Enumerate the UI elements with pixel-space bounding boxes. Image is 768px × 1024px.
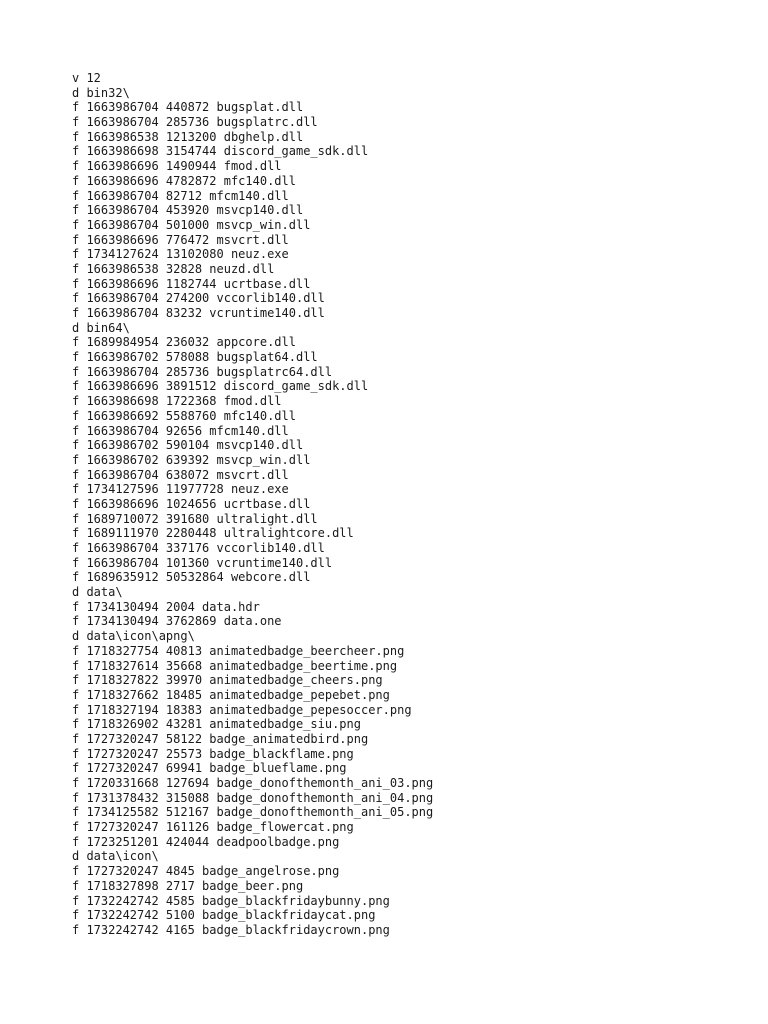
manifest-line: f 1663986704 501000 msvcp_win.dll [72, 217, 311, 232]
manifest-line: f 1732242742 4165 badge_blackfridaycrown.png [72, 922, 390, 937]
manifest-line: f 1663986704 337176 vccorlib140.dll [72, 541, 325, 555]
manifest-line: f 1718327754 40813 animatedbadge_beercheer.png [72, 643, 405, 658]
manifest-line: f 1663986704 101360 vcruntime140.dll [72, 555, 333, 570]
manifest-line: f 1734130494 2004 data.hdr [72, 599, 260, 614]
manifest-line: f 1663986698 3154744 discord_game_sdk.dll [72, 144, 369, 159]
manifest-line: f 1663986692 5588760 mfc140.dll [72, 408, 296, 423]
manifest-line: d bin64\ [72, 320, 130, 335]
manifest-line: f 1734127596 11977728 neuz.exe [72, 482, 289, 497]
manifest-line: f 1663986696 1024656 ucrtbase.dll [72, 496, 311, 511]
manifest-line: f 1727320247 25573 badge_blackflame.png [72, 746, 354, 761]
manifest-line: f 1663986704 83232 vcruntime140.dll [72, 306, 325, 320]
manifest-line: f 1689710072 391680 ultralight.dll [72, 511, 318, 526]
manifest-line: f 1718326902 43281 animatedbadge_siu.png [72, 717, 361, 732]
manifest-line: f 1734130494 3762869 data.one [72, 614, 282, 629]
manifest-line: f 1723251201 424044 deadpoolbadge.png [72, 834, 340, 849]
manifest-line: f 1663986704 285736 bugsplatrc64.dll [72, 364, 333, 379]
manifest-line: f 1689111970 2280448 ultralightcore.dll [72, 526, 354, 541]
manifest-line: f 1663986702 590104 msvcp140.dll [72, 438, 304, 453]
manifest-line: f 1718327822 39970 animatedbadge_cheers.png [72, 673, 383, 688]
manifest-line: d data\ [72, 585, 123, 600]
manifest-line: f 1663986704 638072 msvcrt.dll [72, 467, 289, 482]
manifest-line: f 1663986704 285736 bugsplatrc.dll [72, 115, 318, 130]
manifest-line: f 1718327662 18485 animatedbadge_pepebet.png [72, 687, 390, 702]
manifest-line: f 1663986702 578088 bugsplat64.dll [72, 350, 318, 365]
file-manifest [72, 71, 748, 938]
manifest-line: f 1731378432 315088 badge_donofthemonth_ani_04.png [72, 790, 434, 805]
manifest-line: f 1663986696 776472 msvcrt.dll [72, 232, 289, 247]
manifest-line: f 1663986704 82712 mfcm140.dll [72, 188, 289, 203]
manifest-line: f 1727320247 69941 badge_blueflame.png [72, 761, 347, 776]
manifest-line: d data\icon\apng\ [72, 629, 195, 644]
manifest-line: f 1663986538 32828 neuzd.dll [72, 261, 275, 276]
manifest-line: f 1663986704 274200 vccorlib140.dll [72, 291, 325, 306]
manifest-line: f 1727320247 58122 badge_animatedbird.png [72, 731, 369, 746]
manifest-line: f 1663986696 3891512 discord_game_sdk.dll [72, 379, 369, 394]
manifest-line: f 1720331668 127694 badge_donofthemonth_ani_03.png [72, 776, 434, 790]
manifest-line: f 1734125582 512167 badge_donofthemonth_ani_05.png [72, 805, 434, 820]
manifest-line: f 1718327614 35668 animatedbadge_beertime.png [72, 658, 398, 673]
manifest-line: f 1663986704 440872 bugsplat.dll [72, 100, 304, 115]
manifest-line: f 1718327194 18383 animatedbadge_pepesoccer.png [72, 702, 412, 717]
manifest-line: f 1732242742 5100 badge_blackfridaycat.png [72, 908, 376, 923]
manifest-line: d data\icon\ [72, 849, 159, 864]
manifest-line: d bin32\ [72, 85, 130, 100]
manifest-line: f 1689984954 236032 appcore.dll [72, 335, 296, 350]
manifest-line: f 1718327898 2717 badge_beer.png [72, 878, 304, 893]
manifest-line: f 1663986704 453920 msvcp140.dll [72, 203, 304, 218]
manifest-line: f 1727320247 161126 badge_flowercat.png [72, 820, 354, 835]
manifest-line: f 1663986704 92656 mfcm140.dll [72, 423, 289, 438]
manifest-line: f 1732242742 4585 badge_blackfridaybunny.png [72, 893, 390, 908]
manifest-line: f 1663986696 4782872 mfc140.dll [72, 173, 296, 188]
manifest-line: f 1663986702 639392 msvcp_win.dll [72, 452, 311, 467]
manifest-line: f 1689635912 50532864 webcore.dll [72, 570, 311, 585]
manifest-line: f 1663986696 1182744 ucrtbase.dll [72, 276, 311, 291]
manifest-line: f 1663986698 1722368 fmod.dll [72, 394, 282, 409]
manifest-line: f 1727320247 4845 badge_angelrose.png [72, 864, 340, 879]
manifest-line: f 1734127624 13102080 neuz.exe [72, 247, 289, 262]
manifest-line: f 1663986538 1213200 dbghelp.dll [72, 129, 304, 144]
manifest-line: f 1663986696 1490944 fmod.dll [72, 159, 282, 174]
manifest-line: v 12 [72, 71, 101, 85]
